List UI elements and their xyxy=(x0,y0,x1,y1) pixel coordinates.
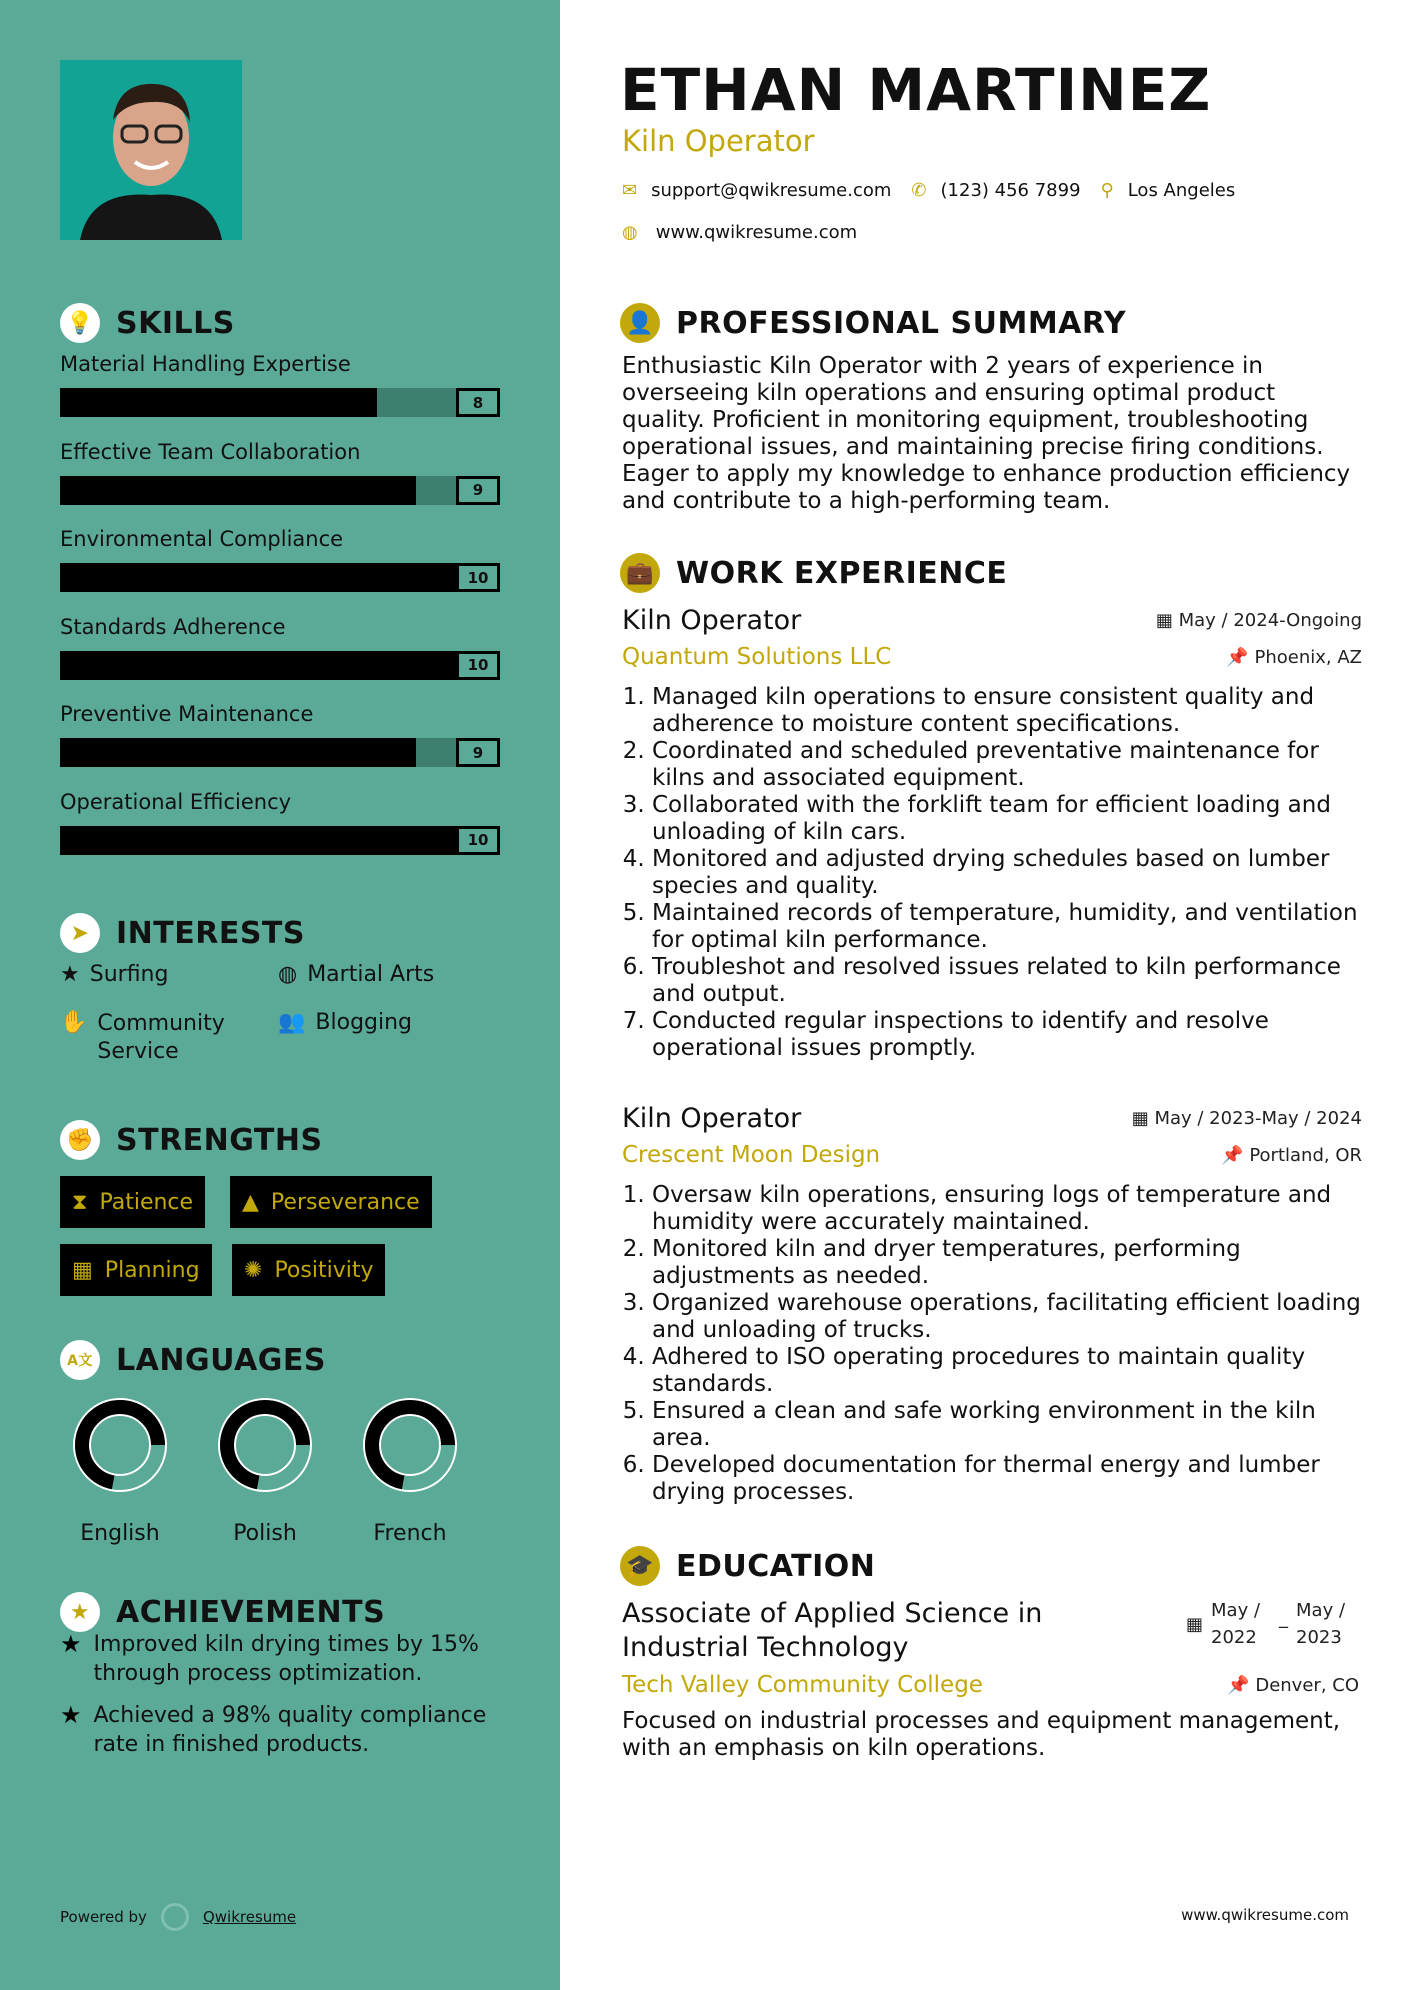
location-text: Denver, CO xyxy=(1255,1675,1359,1696)
sun-icon: ✺ xyxy=(244,1257,263,1283)
company: Quantum Solutions LLC xyxy=(622,644,892,670)
footer-website[interactable]: www.qwikresume.com xyxy=(1181,1906,1349,1924)
contact-row xyxy=(622,180,1235,201)
job-bullet: 6. Developed documentation for thermal energy and lumber drying processes. xyxy=(652,1452,1362,1506)
job-bullet: 2. Coordinated and scheduled preventative maintenance for kilns and associated equipment. xyxy=(652,738,1362,792)
skills-heading xyxy=(60,303,235,343)
company: Crescent Moon Design xyxy=(622,1142,881,1168)
skill-bar xyxy=(60,651,500,680)
language-icon: A文 xyxy=(60,1340,100,1380)
job-dates xyxy=(1132,1108,1362,1129)
language-label: Polish xyxy=(233,1521,297,1546)
skill-item xyxy=(60,440,500,505)
job-entry xyxy=(622,1103,1362,1506)
pushpin-icon: 📌 xyxy=(1221,1144,1250,1166)
job-entry xyxy=(622,605,1362,1062)
skill-bar-fill xyxy=(60,651,500,680)
achievement-text: Achieved a 98% quality compliance rate in finished products. xyxy=(93,1703,487,1757)
road-icon: ▲ xyxy=(242,1189,259,1215)
briefcase-icon: 💼 xyxy=(620,553,660,593)
interest-label: Surfing xyxy=(89,962,169,987)
education-heading xyxy=(620,1546,875,1586)
interest-label: Community Service xyxy=(97,1011,225,1064)
skill-bar xyxy=(60,826,500,855)
skill-item xyxy=(60,790,500,855)
strengths-title: STRENGTHS xyxy=(116,1122,323,1158)
job-location xyxy=(1226,647,1362,668)
skill-item xyxy=(60,527,500,592)
skill-item xyxy=(60,702,500,767)
candidate-name: ETHAN MARTINEZ xyxy=(620,56,1212,124)
start-date: May / 2022 xyxy=(1211,1600,1261,1648)
user-icon: 👤 xyxy=(620,303,660,343)
skill-label: Operational Efficiency xyxy=(60,789,292,814)
language-donut xyxy=(215,1395,315,1495)
star-icon: ★ xyxy=(60,1630,82,1658)
lightbulb-icon: 💡 xyxy=(60,303,100,343)
language-donut xyxy=(360,1395,460,1495)
users-icon: 👥 xyxy=(278,1010,306,1035)
skill-label: Standards Adherence xyxy=(60,614,286,639)
strength-label: Patience xyxy=(99,1189,194,1215)
star-icon: ★ xyxy=(60,1701,82,1729)
job-bullet: 1. Managed kiln operations to ensure consistent quality and adherence to moisture content specifications. xyxy=(652,684,1362,738)
profile-photo xyxy=(60,60,242,240)
strengths-heading xyxy=(60,1120,323,1160)
website-row xyxy=(622,222,857,243)
interest-item xyxy=(60,1010,250,1066)
school: Tech Valley Community College xyxy=(622,1672,983,1698)
skill-score: 10 xyxy=(456,563,500,592)
qwikresume-link[interactable]: Qwikresume xyxy=(202,1908,297,1926)
powered-label: Powered by xyxy=(60,1908,147,1926)
interests-title: INTERESTS xyxy=(116,915,305,951)
calendar-icon: ▦ xyxy=(1186,1614,1204,1635)
degree: Associate of Applied Science in Industrial Technology xyxy=(622,1598,1043,1663)
skill-bar xyxy=(60,738,500,767)
hand-icon: ✋ xyxy=(60,1010,88,1035)
email[interactable]: support@qwikresume.com xyxy=(651,180,892,201)
skill-score: 9 xyxy=(456,476,500,505)
end-date: May / 2023 xyxy=(1296,1600,1346,1648)
strength-chip xyxy=(230,1176,432,1228)
job-bullet: 3. Collaborated with the forklift team for efficient loading and unloading of kiln cars. xyxy=(652,792,1362,846)
interest-item xyxy=(60,962,168,987)
achievement-text: Improved kiln drying times by 15% through process optimization. xyxy=(93,1632,479,1686)
website[interactable]: www.qwikresume.com xyxy=(655,222,858,243)
paper-plane-icon: ➤ xyxy=(60,913,100,953)
job-bullet: 6. Troubleshot and resolved issues related to kiln performance and output. xyxy=(652,954,1362,1008)
envelope-icon: ✉ xyxy=(622,180,638,201)
skill-bar xyxy=(60,563,500,592)
job-title: Kiln Operator xyxy=(622,124,815,158)
skill-score: 10 xyxy=(456,826,500,855)
dates-text: May / 2024-Ongoing xyxy=(1178,610,1362,631)
education-dates xyxy=(1186,1597,1356,1651)
globe-icon: ◍ xyxy=(278,962,298,987)
powered-by xyxy=(60,1903,296,1931)
qwikresume-logo-icon xyxy=(161,1903,189,1931)
pushpin-icon: 📌 xyxy=(1227,1675,1256,1696)
star-icon: ★ xyxy=(60,962,80,987)
graduate-icon: 🎓 xyxy=(620,1546,660,1586)
skill-bar xyxy=(60,388,500,417)
hourglass-icon: ⧗ xyxy=(72,1189,88,1215)
calendar-icon: ▦ xyxy=(72,1257,93,1283)
job-dates xyxy=(1156,610,1362,631)
skill-bar xyxy=(60,476,500,505)
job-bullets xyxy=(622,684,1362,1062)
skill-item xyxy=(60,615,500,680)
language-item xyxy=(205,1395,325,1546)
skill-label: Effective Team Collaboration xyxy=(60,439,361,464)
job-title: Kiln Operator xyxy=(622,1103,802,1134)
language-label: English xyxy=(80,1521,160,1546)
skill-label: Preventive Maintenance xyxy=(60,702,314,726)
strength-chip xyxy=(60,1176,205,1228)
job-bullet: 1. Oversaw kiln operations, ensuring logs of temperature and humidity were accurately maintained. xyxy=(652,1182,1362,1236)
skill-score: 10 xyxy=(456,651,500,680)
interests-heading xyxy=(60,913,305,953)
interest-label: Martial Arts xyxy=(307,962,435,987)
skill-bar-fill xyxy=(60,476,416,505)
languages-heading xyxy=(60,1340,326,1380)
language-item xyxy=(60,1395,180,1546)
language-donut xyxy=(70,1395,170,1495)
skill-bar-fill xyxy=(60,563,500,592)
job-bullet: 4. Monitored and adjusted drying schedules based on lumber species and quality. xyxy=(652,846,1362,900)
job-bullet: 5. Ensured a clean and safe working environment in the kiln area. xyxy=(652,1398,1362,1452)
fist-icon: ✊ xyxy=(60,1120,100,1160)
phone-icon: ✆ xyxy=(911,180,927,201)
education-description: Focused on industrial processes and equipment management, with an emphasis on kiln operations. xyxy=(622,1708,1341,1761)
skill-bar-fill xyxy=(60,388,377,417)
skill-score: 8 xyxy=(456,388,500,417)
job-bullet: 4. Adhered to ISO operating procedures to maintain quality standards. xyxy=(652,1344,1362,1398)
strength-chip xyxy=(60,1244,212,1296)
job-bullet: 7. Conducted regular inspections to identify and resolve operational issues promptly. xyxy=(652,1008,1362,1062)
language-label: French xyxy=(373,1521,447,1546)
strength-label: Positivity xyxy=(274,1257,374,1283)
calendar-icon: ▦ xyxy=(1131,1108,1155,1129)
location-text: Portland, OR xyxy=(1249,1144,1362,1166)
job-bullet: 5. Maintained records of temperature, humidity, and ventilation for optimal kiln performance. xyxy=(652,900,1362,954)
interest-item xyxy=(278,1010,412,1035)
skills-title: SKILLS xyxy=(116,305,235,341)
globe-icon: ◍ xyxy=(622,222,638,243)
achievements-heading xyxy=(60,1592,385,1632)
education-location xyxy=(1227,1675,1359,1696)
dates-text: May / 2023-May / 2024 xyxy=(1154,1108,1362,1129)
work-heading xyxy=(620,553,1007,593)
date-separator: _ xyxy=(1279,1608,1289,1629)
skill-label: Material Handling Expertise xyxy=(60,352,351,376)
strength-label: Planning xyxy=(104,1257,200,1283)
job-title: Kiln Operator xyxy=(622,605,802,636)
summary-text: Enthusiastic Kiln Operator with 2 years of experience in overseeing kiln operations and ensuring optimal product quality. Proficient in monitoring equipment, troubleshooting operational issues, and maintaining precise firing conditions. Eager to apply my knowledge to enhance production efficiency and contribute to a high-performing team. xyxy=(622,353,1351,514)
skill-score: 9 xyxy=(456,738,500,767)
summary-heading xyxy=(620,303,1126,343)
summary-title: PROFESSIONAL SUMMARY xyxy=(676,305,1127,341)
languages-title: LANGUAGES xyxy=(116,1342,326,1378)
education-title: EDUCATION xyxy=(676,1548,876,1584)
location: Los Angeles xyxy=(1127,180,1236,201)
skill-item xyxy=(60,352,500,417)
pushpin-icon: 📌 xyxy=(1226,646,1255,668)
calendar-icon: ▦ xyxy=(1155,610,1179,631)
strength-label: Perseverance xyxy=(270,1189,420,1215)
language-item xyxy=(350,1395,470,1546)
interest-item xyxy=(278,962,434,987)
interest-label: Blogging xyxy=(315,1010,413,1035)
job-bullet: 3. Organized warehouse operations, facilitating efficient loading and unloading of trucks. xyxy=(652,1290,1362,1344)
skill-bar-fill xyxy=(60,738,416,767)
achievements-title: ACHIEVEMENTS xyxy=(116,1594,386,1630)
star-badge-icon: ★ xyxy=(60,1592,100,1632)
skill-label: Environmental Compliance xyxy=(60,527,344,551)
achievement-item xyxy=(60,1701,500,1759)
phone: (123) 456 7899 xyxy=(940,180,1081,201)
location-text: Phoenix, AZ xyxy=(1254,646,1362,668)
job-location xyxy=(1221,1145,1362,1166)
skill-bar-fill xyxy=(60,826,500,855)
sidebar xyxy=(0,0,560,1990)
map-pin-icon: ⚲ xyxy=(1100,180,1114,201)
achievement-item xyxy=(60,1630,500,1688)
job-bullet: 2. Monitored kiln and dryer temperatures, performing adjustments as needed. xyxy=(652,1236,1362,1290)
job-bullets xyxy=(622,1182,1362,1506)
strength-chip xyxy=(232,1244,385,1296)
work-title: WORK EXPERIENCE xyxy=(676,555,1008,591)
